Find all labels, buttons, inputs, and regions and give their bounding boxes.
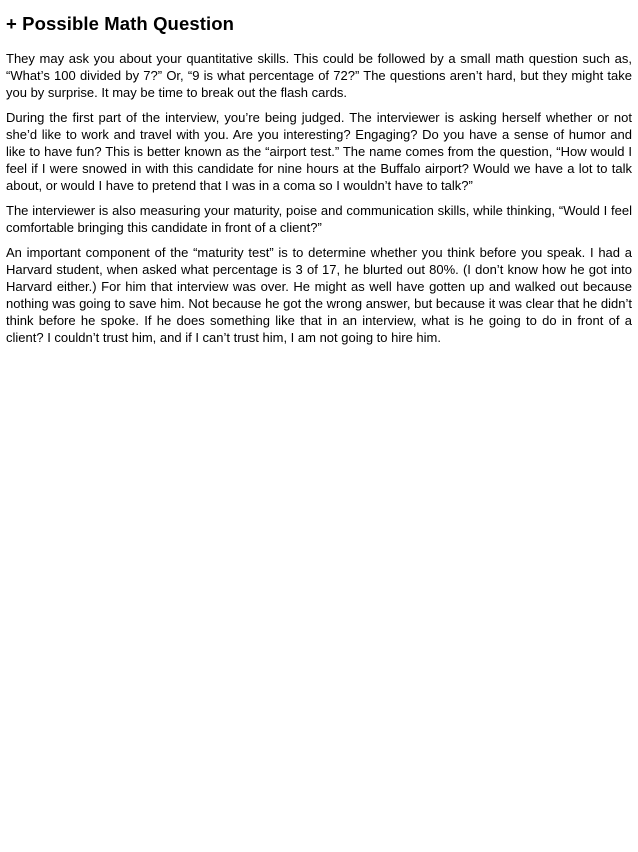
- paragraph-maturity-test: An important component of the “maturity test” is to determine whether you think before you speak. I had a Harvard student, when asked what percentage is 3 of 17, he blurted out 80%. (I don’t know how he got into Harvard either.) For him that interview was over. He might as well have gotten up and walked out because nothing was going to save him. Not because he got the wrong answer, but because it was clear that he didn’t think before he spoke. If he does something like that in an interview, what is he going to do in front of a client? I couldn’t trust him, and if I can’t trust him, I am not going to hire him.: [6, 245, 632, 345]
- document-page: [6, 13, 632, 354]
- section-heading: + Possible Math Question: [6, 13, 235, 34]
- paragraph-maturity-poise: The interviewer is also measuring your maturity, poise and communication skills, while thinking, “Would I feel comfortable bringing this candidate in front of a client?”: [6, 203, 632, 235]
- paragraph-quantitative-skills: They may ask you about your quantitative skills. This could be followed by a small math question such as, “What’s 100 divided by 7?” Or, “9 is what percentage of 72?” The questions aren’t hard, but they might take you by surprise. It may be time to break out the flash cards.: [6, 51, 632, 100]
- paragraph-airport-test: During the first part of the interview, you’re being judged. The interviewer is asking herself whether or not she’d like to work and travel with you. Are you interesting? Engaging? Do you have a sense of humor and like to have fun? This is better known as the “airport test.” The name comes from the question, “How would I feel if I were snowed in with this candidate for nine hours at the Buffalo airport? Would we have a lot to talk about, or would I have to pretend that I was in a coma so I wouldn’t have to talk?”: [6, 110, 632, 193]
